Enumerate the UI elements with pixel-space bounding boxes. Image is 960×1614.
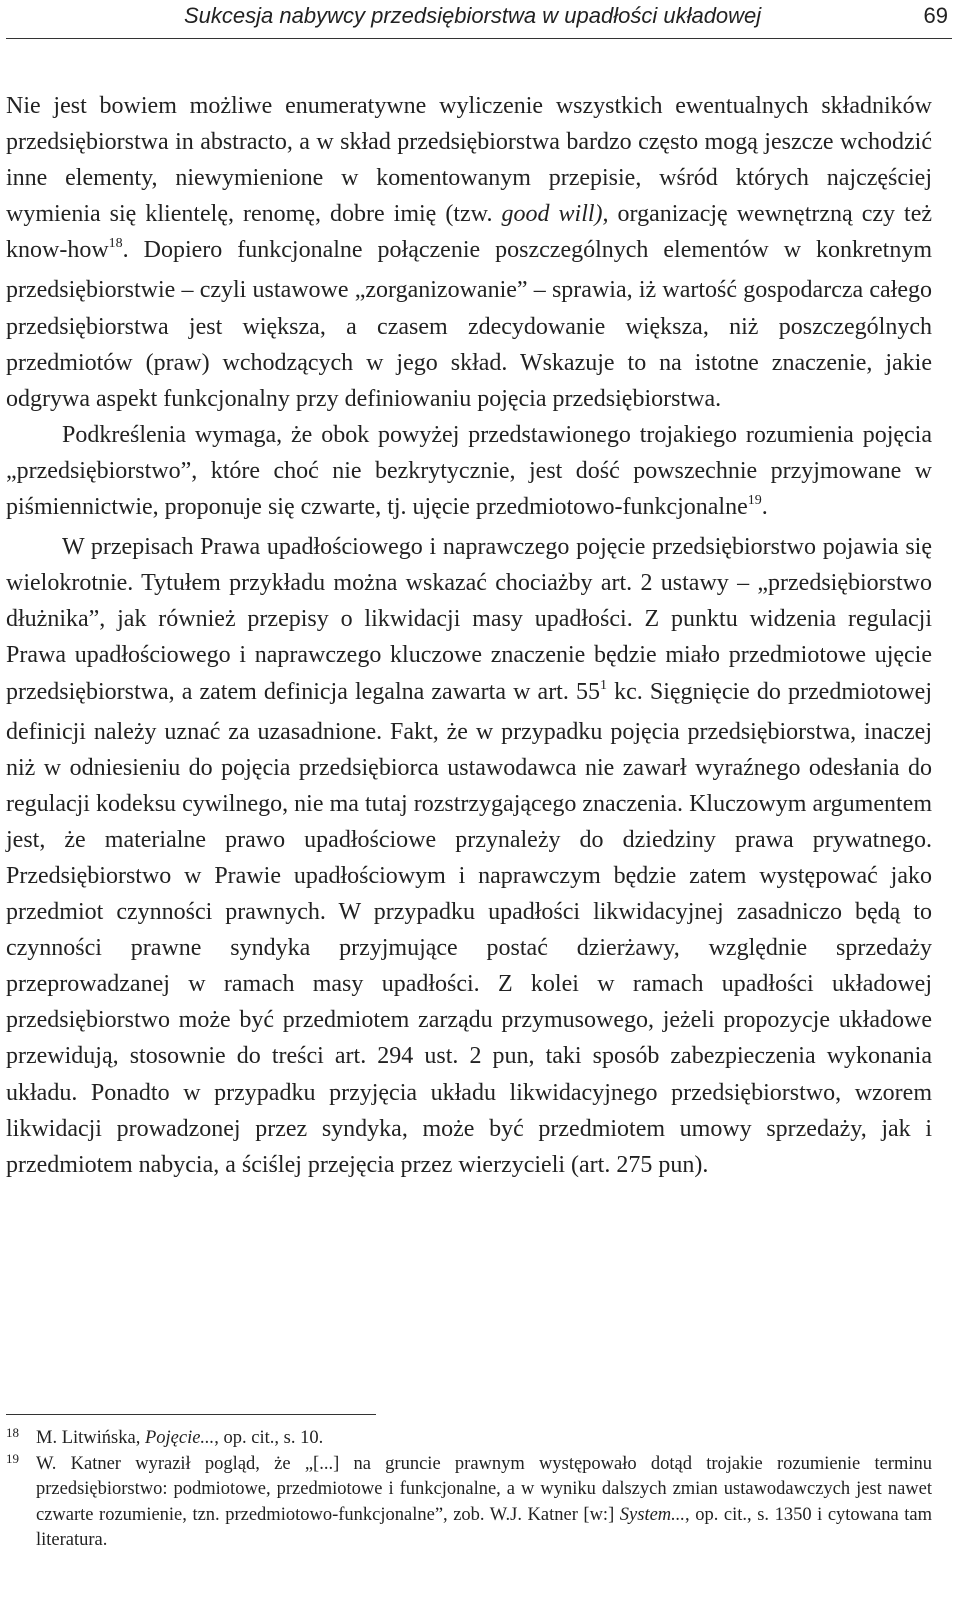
page-number: 69 (923, 3, 948, 28)
paragraph-3-text-b: kc. Sięgnięcie do przedmiotowej definicji należy uznać za uzasadnione. Fakt, że w przypadku pojęcia przedsiębiorstwa, inaczej niż w odniesieniu do pojęcia przedsiębiorca ustawodawca nie zawarł wyraźnego odesłania do regulacji kodeksu cywilnego, nie ma tutaj rozstrzygającego znaczenia. Kluczowym argumentem jest, że materialne prawo upadłościowe przynależy do dziedziny prawa prywatnego. Przedsiębiorstwo w Prawie upadłościowym i naprawczym będzie zatem występować jako przedmiot czynności prawnych. W przypadku upadłości likwidacyjnej zasadniczo będą to czynności prawne syndyka przyjmujące postać dzierżawy, względnie sprzedaży przeprowadzanej w ramach masy upadłości. Z kolei w ramach upadłości układowej przedsiębiorstwo może być przedmiotem zarządu przymusowego, jeżeli propozycje układowe przewidują, stosownie do treści art. 294 ust. 2 pun, taki sposób zabezpieczenia wykonania układu. Ponadto w przypadku przyjęcia układu likwidacyjnego przedsiębiorstwo, wzorem likwidacji prowadzonej przez syndyka, może być przedmiotem umowy sprzedaży, jak i przedmiotem nabycia, a ściślej przejęcia przez wierzycieli (art. 275 pun). (6, 678, 932, 1178)
footnote-ref-18[interactable]: 18 (108, 236, 123, 252)
paragraph-1 (6, 88, 932, 417)
footnotes (6, 1426, 932, 1554)
running-header (6, 0, 952, 39)
paragraph-3-text-a: W przepisach Prawa upadłościowego i naprawczego pojęcie przedsiębiorstwo pojawia się wielokrotnie. Tytułem przykładu można wskazać chociażby art. 2 ustawy – „przedsiębiorstwo dłużnika”, jak również przepisy o likwidacji masy upadłości. Z punktu widzenia regulacji Prawa upadłościowego i naprawczego kluczowe znaczenie będzie miało przedmiotowe ujęcie przedsiębiorstwa, a zatem definicja legalna zawarta w art. 55 (6, 534, 932, 705)
paragraph-1-text-a: Nie jest bowiem możliwe enumeratywne wyliczenie wszystkich ewentualnych składników przedsiębiorstwa in abstracto, a w skład przedsiębiorstwa bardzo często mogą jeszcze wchodzić inne elementy, niewymienione w komentowanym przepisie, wśród których najczęściej wymienia się klientelę, renomę, dobre imię (tzw. (6, 93, 932, 228)
paragraph-2 (6, 417, 932, 529)
footnote-italic: Pojęcie... (144, 1428, 215, 1448)
footnote-separator (6, 1414, 376, 1415)
footnote-text-a: W. Katner wyraził pogląd, że „[...] na gruncie prawnym występowało dotąd trojakie rozumienie terminu przedsiębiorstwo: podmiotowe, przedmiotowe i funkcjonalne, a w wyniku dalszych zmian ustawodawczych jest nawet czwarte rozumienie, tzn. przedmiotowo-funkcjonalne”, zob. W.J. Katner [w:] (36, 1453, 932, 1525)
footnote-text-a: M. Litwińska, (36, 1428, 145, 1448)
paragraph-2-text-a: Podkreślenia wymaga, że obok powyżej przedstawionego trojakiego rozumienia pojęcia „przedsiębiorstwo”, które choć nie bezkrytycznie, jest dość powszechnie przyjmowane w piśmiennictwie, proponuje się czwarte, tj. ujęcie przedmiotowo-funkcjonalne (6, 421, 932, 521)
paragraph-1-text-c: . Dopiero funkcjonalne połączenie poszczególnych elementów w konkretnym przedsiębiorstwie – czyli ustawowe „zorganizowanie” – sprawia, iż wartość gospodarcza całego przedsiębiorstwa jest większa, a czasem zdecydowanie większa, niż poszczególnych przedmiotów (praw) wchodzących w jego skład. Wskazuje to na istotne znaczenie, jakie odgrywa aspekt funkcjonalny przy definiowaniu pojęcia przedsiębiorstwa. (6, 237, 932, 412)
footnote-ref-19[interactable]: 19 (747, 493, 762, 509)
footnote-19 (6, 1452, 932, 1554)
body-text (6, 88, 932, 1183)
article-superscript: 1 (599, 677, 607, 693)
paragraph-3 (6, 529, 932, 1183)
footnote-number: 18 (6, 1425, 19, 1440)
footnote-text-b: , op. cit., s. 10. (214, 1428, 324, 1448)
paragraph-1-italic: good will), (501, 201, 609, 228)
paragraph-2-text-b: . (761, 494, 768, 521)
paragraph-1-text-b: organizację wewnętrzną czy też know-how (6, 201, 932, 264)
footnote-number: 19 (6, 1450, 19, 1466)
footnote-18 (6, 1426, 932, 1452)
running-header-title: Sukcesja nabywcy przedsiębiorstwa w upadłości układowej (184, 3, 762, 28)
footnote-italic: System... (619, 1504, 686, 1525)
footnote-text-b: , op. cit., s. 1350 i cytowana tam literatura. (36, 1504, 932, 1550)
